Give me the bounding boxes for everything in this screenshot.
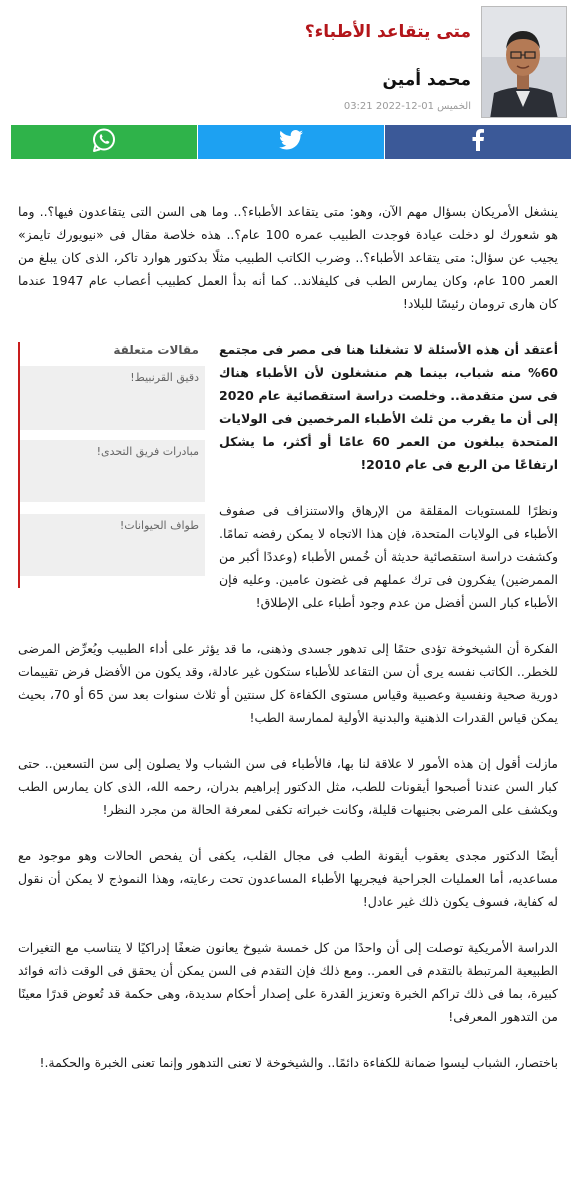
article-date: الخميس 01-12-2022 03:21: [343, 101, 471, 112]
author-avatar: [481, 6, 567, 118]
article-body: [18, 200, 558, 1097]
paragraph-3: ونظرًا للمستويات المقلقة من الإرهاق والاستنزاف فى صفوف الأطباء فى الولايات المتحدة، فإن هذا الاتجاه لا يمكن رفضه تمامًا. وكشفت دراسة استقصائية حديثة أن خُمس الأطباء (وعددًا أكبر من الممرضين) يفكرون فى ترك عملهم فى غضون عامين. وعليه فإن الأطباء كبار السن أفضل من عدم وجود أطباء على الإطلاق!: [219, 503, 558, 610]
paragraph-5: مازلت أقول إن هذه الأمور لا علاقة لنا بها، فالأطباء فى سن الشباب ولا يصلون إلى سن التسعين.. حتى كبار السن عندنا أصبحوا أيقونات للطب، مثل الدكتور إبراهيم بدران، رحمه الله، الذى كان يمارس الطب ويكشف على المرضى بجنيهات قليلة، وكانت خبراته تكفى لمعرفة الحالة من مجرد النظر!: [18, 756, 558, 817]
paragraph-2: أعتقد أن هذه الأسئلة لا تشغلنا هنا فى مصر فى مجتمع 60% منه شباب، بينما هم منشغلون لأن الأطباء هناك فى سن متقدمة.. وخلصت دراسة استقصائية عام 2020 إلى أن ما يقرب من ثلث الأطباء المرخصين فى الولايات المتحدة يبلغون من العمر 60 عامًا أو أكثر، ما يشكل ارتفاعًا من الربع فى عام 2010!: [219, 342, 558, 472]
article-title: متى يتقاعد الأطباء؟: [304, 22, 471, 42]
related-article-item[interactable]: [20, 440, 205, 502]
paragraph-6: أيضًا الدكتور مجدى يعقوب أيقونة الطب فى مجال القلب، يكفى أن يفحص الحالات وهو موجود مع مساعديه، أما العمليات الجراحية فيجريها الأطباء المساعدون تحت رعايته، وهذا النموذج لا يمكن أن نقول له كفاية، فسوف يكون ذلك غير عادل!: [18, 848, 558, 909]
share-bar: [11, 125, 571, 159]
related-articles: [18, 342, 205, 588]
paragraph-1: ينشغل الأمريكان بسؤال مهم الآن، وهو: متى يتقاعد الأطباء؟.. وما هى السن التى يتقاعدون فيها؟.. وما هو شعورك لو دخلت عيادة فوجدت الطبيب عمره 100 عام؟.. هذه خلاصة مقال فى «نيويورك تايمز» يجيب عن سؤال: متى يتقاعد الأطباء؟.. وضرب الكاتب الطبيب مثلًا بدكتور هوارد تاكر، الذى كان يبلغ من العمر 100 عام، وكان يمارس الطب فى كليفلاند.. كما أنه بدأ العمل كطبيب أعصاب عام 1947 عندما كان هارى ترومان رئيسًا للبلاد!: [18, 204, 559, 311]
related-article-item[interactable]: [20, 514, 205, 576]
related-article-link[interactable]: دقيق القرنبيط!: [130, 371, 199, 384]
paragraph-4: الفكرة أن الشيخوخة تؤدى حتمًا إلى تدهور جسدى وذهنى، ما قد يؤثر على أداء الطبيب ويُعرِّض المرضى للخطر.. الكاتب نفسه يرى أن سن التقاعد للأطباء ستكون غير عادلة، وقد يكون من الأفضل فرض تقييمات دورية صحية ونفسية وعصبية وقياس مستوى الكفاءة كل سنتين أو ثلاث سنوات بعد سن 65 أو 70، بحيث يمكن قياس القدرات الذهنية والبدنية الأولية لممارسة الطب!: [18, 641, 558, 725]
article-header: [0, 0, 571, 125]
author-name[interactable]: محمد أمين: [382, 70, 471, 90]
related-article-link[interactable]: طواف الحيوانات!: [119, 519, 199, 532]
twitter-icon: [279, 130, 303, 154]
share-facebook-button[interactable]: [385, 125, 571, 159]
related-article-item[interactable]: [20, 366, 205, 430]
share-whatsapp-button[interactable]: [11, 125, 197, 159]
paragraph-8: باختصار، الشباب ليسوا ضمانة للكفاءة دائمًا.. والشيخوخة لا تعنى التدهور وإنما تعنى الخبرة والحكمة.!: [39, 1055, 558, 1070]
whatsapp-icon: [91, 127, 117, 157]
facebook-icon: [471, 129, 485, 155]
related-article-link[interactable]: مبادرات فريق التحدى!: [96, 445, 199, 458]
paragraph-7: الدراسة الأمريكية توصلت إلى أن واحدًا من كل خمسة شيوخ يعانون ضعفًا إدراكيًا لا يتناسب مع التغيرات الطبيعية المرتبطة بالتقدم فى العمر.. ومع ذلك فإن التقدم فى السن يمكن أن يحقق فى الوقت ذاته فوائد كبيرة، بما فى ذلك تراكم الخبرة وتعزيز القدرة على إصدار أحكام سديدة، وهى حكمة قد تُعوض قدرًا معينًا من التدهور المعرفى!: [18, 940, 558, 1024]
related-articles-heading: مقالات متعلقة: [113, 343, 199, 357]
share-twitter-button[interactable]: [197, 125, 385, 159]
